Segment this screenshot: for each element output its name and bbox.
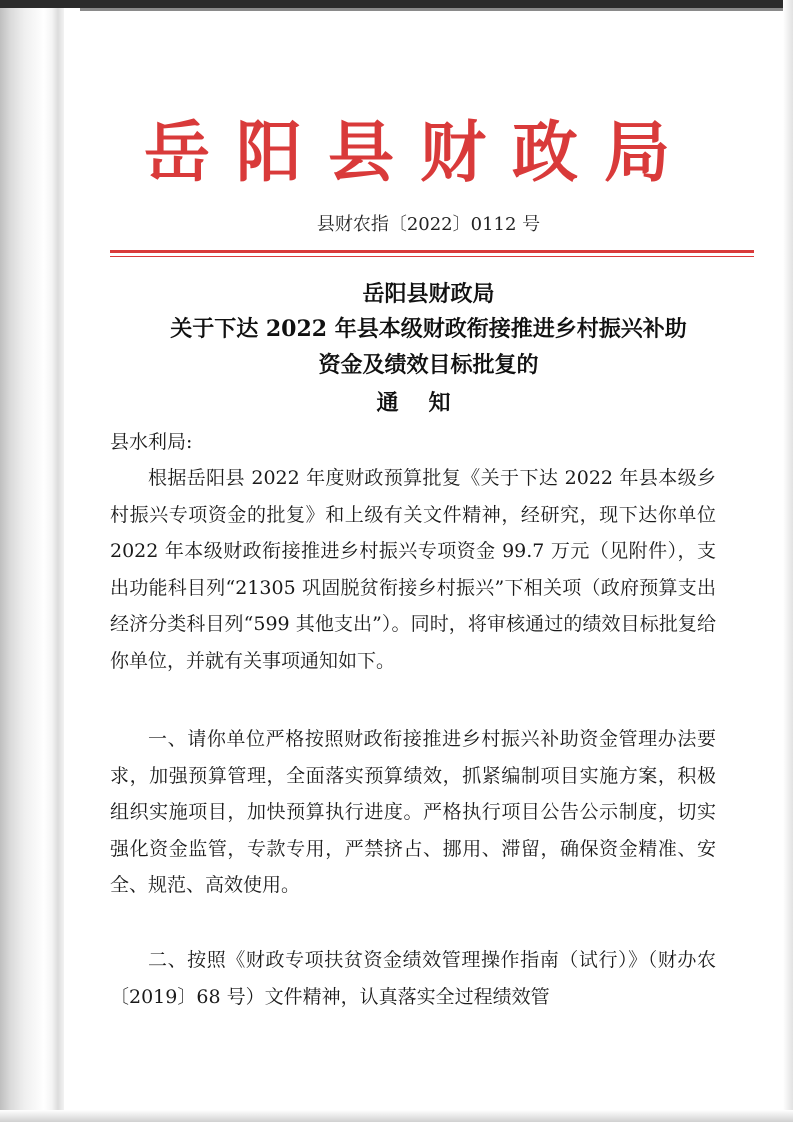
title-notice: 通知 bbox=[376, 390, 481, 416]
letterhead-red-rule bbox=[110, 250, 754, 253]
body-paragraph-2: 一、请你单位严格按照财政衔接推进乡村振兴补助资金管理办法要求，加强预算管理，全面落实预算绩效，抓紧编制项目实施方案，积极组织实施项目，加快预算执行进度。严格执行项目公告公示制度，切实强化资金监管，专款专用，严禁挤占、挪用、滞留，确保资金精准、安全、规范、高效使用。 bbox=[110, 728, 716, 896]
salutation: 县水利局: bbox=[110, 431, 193, 453]
document-number: 县财农指〔2022〕0112 号 bbox=[316, 214, 541, 235]
title-issuer: 岳阳县财政局 bbox=[362, 281, 495, 307]
body-paragraph-3: 二、按照《财政专项扶贫资金绩效管理操作指南（试行）》（财办农〔2019〕68 号）文件精神，认真落实全过程绩效管 bbox=[110, 949, 716, 1008]
scan-binding-shadow bbox=[0, 0, 64, 1122]
title-line-3: 资金及绩效目标批复的 bbox=[318, 352, 539, 378]
letterhead-agency-name: 岳阳县财政局 bbox=[144, 113, 696, 191]
letterhead-red-rule-thin bbox=[110, 256, 754, 257]
document-page bbox=[64, 0, 793, 1122]
title-line-2: 关于下达 2022 年县本级财政衔接推进乡村振兴补助 bbox=[170, 316, 687, 342]
body-paragraph-1: 根据岳阳县 2022 年度财政预算批复《关于下达 2022 年县本级乡村振兴专项资金的批复》和上级有关文件精神，经研究，现下达你单位 2022 年本级财政衔接推进乡村振兴专项资金 99.7 万元（见附件），支出功能科目列“21305 巩固脱贫衔接乡村振兴”下相关项（政府预算支出经济分类科目列“599 其他支出”）。同时，将审核通过的绩效目标批复给你单位，并就有关事项通知如下。 bbox=[110, 467, 716, 672]
